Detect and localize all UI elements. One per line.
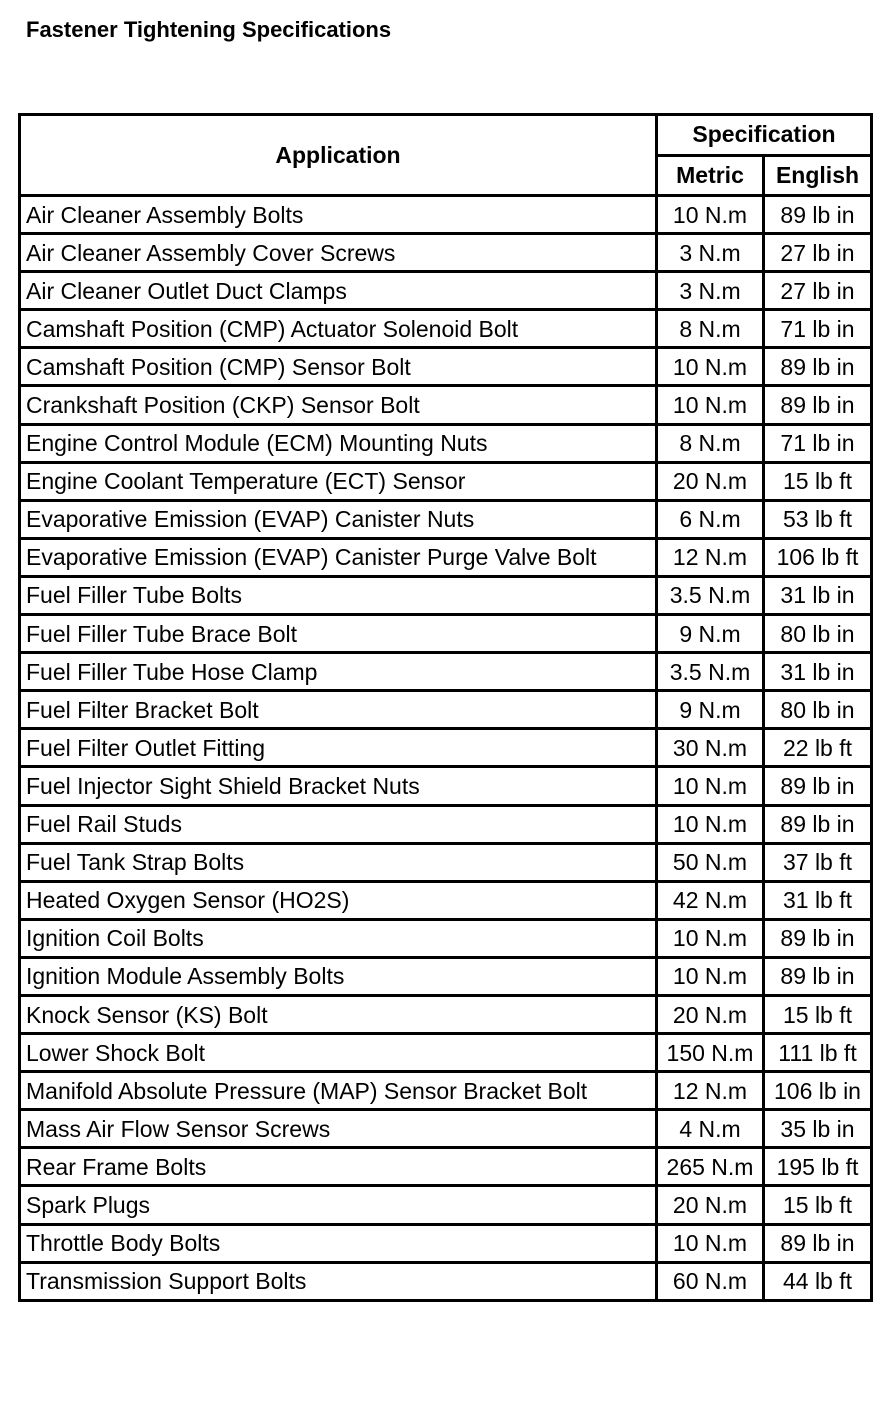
application-cell: Crankshaft Position (CKP) Sensor Bolt [20,386,657,424]
metric-cell: 20 N.m [657,462,764,500]
table-row [20,843,872,881]
english-column-header: English [764,155,872,196]
english-cell: 15 lb ft [764,1186,872,1224]
table-row [20,615,872,653]
metric-cell: 10 N.m [657,919,764,957]
english-cell: 71 lb in [764,424,872,462]
english-cell: 80 lb in [764,691,872,729]
english-cell: 89 lb in [764,1224,872,1262]
metric-cell: 9 N.m [657,615,764,653]
table-header [20,115,872,196]
english-cell: 22 lb ft [764,729,872,767]
application-cell: Air Cleaner Outlet Duct Clamps [20,272,657,310]
metric-cell: 3 N.m [657,272,764,310]
application-cell: Manifold Absolute Pressure (MAP) Sensor Bracket Bolt [20,1072,657,1110]
table-row [20,234,872,272]
table-row [20,995,872,1033]
english-cell: 89 lb in [764,348,872,386]
table-row [20,691,872,729]
metric-cell: 150 N.m [657,1034,764,1072]
table-row [20,348,872,386]
application-cell: Camshaft Position (CMP) Actuator Solenoid Bolt [20,310,657,348]
table-row [20,538,872,576]
application-cell: Rear Frame Bolts [20,1148,657,1186]
english-cell: 89 lb in [764,919,872,957]
metric-cell: 6 N.m [657,500,764,538]
metric-cell: 20 N.m [657,1186,764,1224]
table-row [20,767,872,805]
application-cell: Fuel Filler Tube Bolts [20,576,657,614]
table-row [20,310,872,348]
table-row [20,500,872,538]
application-cell: Evaporative Emission (EVAP) Canister Purge Valve Bolt [20,538,657,576]
table-row [20,1186,872,1224]
fastener-spec-table [18,113,873,1302]
table-row [20,1034,872,1072]
metric-cell: 8 N.m [657,424,764,462]
page-title: Fastener Tightening Specifications [26,17,392,42]
english-cell: 106 lb in [764,1072,872,1110]
application-cell: Engine Coolant Temperature (ECT) Sensor [20,462,657,500]
table-row [20,653,872,691]
table-row [20,386,872,424]
metric-cell: 265 N.m [657,1148,764,1186]
specification-column-header: Specification [657,115,872,156]
application-cell: Throttle Body Bolts [20,1224,657,1262]
metric-cell: 10 N.m [657,1224,764,1262]
english-cell: 80 lb in [764,615,872,653]
metric-cell: 3.5 N.m [657,653,764,691]
metric-cell: 10 N.m [657,767,764,805]
english-cell: 27 lb in [764,272,872,310]
application-cell: Air Cleaner Assembly Bolts [20,196,657,234]
table-row [20,729,872,767]
application-cell: Fuel Filter Outlet Fitting [20,729,657,767]
metric-cell: 10 N.m [657,386,764,424]
table-row [20,462,872,500]
metric-cell: 3.5 N.m [657,576,764,614]
metric-cell: 8 N.m [657,310,764,348]
english-cell: 89 lb in [764,957,872,995]
metric-cell: 20 N.m [657,995,764,1033]
metric-cell: 10 N.m [657,805,764,843]
metric-cell: 3 N.m [657,234,764,272]
application-cell: Fuel Tank Strap Bolts [20,843,657,881]
table-row [20,196,872,234]
table-row [20,1262,872,1300]
english-cell: 89 lb in [764,196,872,234]
application-cell: Spark Plugs [20,1186,657,1224]
metric-cell: 30 N.m [657,729,764,767]
header-row-top [20,115,872,156]
english-cell: 89 lb in [764,767,872,805]
metric-cell: 42 N.m [657,881,764,919]
application-cell: Ignition Module Assembly Bolts [20,957,657,995]
english-cell: 89 lb in [764,805,872,843]
english-cell: 31 lb ft [764,881,872,919]
english-cell: 44 lb ft [764,1262,872,1300]
table-row [20,1072,872,1110]
english-cell: 195 lb ft [764,1148,872,1186]
metric-cell: 10 N.m [657,196,764,234]
metric-cell: 12 N.m [657,1072,764,1110]
english-cell: 27 lb in [764,234,872,272]
table-row [20,957,872,995]
english-cell: 111 lb ft [764,1034,872,1072]
application-cell: Air Cleaner Assembly Cover Screws [20,234,657,272]
application-cell: Transmission Support Bolts [20,1262,657,1300]
metric-cell: 9 N.m [657,691,764,729]
metric-cell: 10 N.m [657,348,764,386]
application-cell: Fuel Filler Tube Hose Clamp [20,653,657,691]
application-cell: Evaporative Emission (EVAP) Canister Nuts [20,500,657,538]
application-cell: Heated Oxygen Sensor (HO2S) [20,881,657,919]
application-cell: Fuel Filter Bracket Bolt [20,691,657,729]
application-cell: Lower Shock Bolt [20,1034,657,1072]
metric-cell: 60 N.m [657,1262,764,1300]
table-row [20,1148,872,1186]
metric-column-header: Metric [657,155,764,196]
english-cell: 37 lb ft [764,843,872,881]
application-cell: Camshaft Position (CMP) Sensor Bolt [20,348,657,386]
application-cell: Engine Control Module (ECM) Mounting Nuts [20,424,657,462]
english-cell: 35 lb in [764,1110,872,1148]
application-cell: Mass Air Flow Sensor Screws [20,1110,657,1148]
table-row [20,805,872,843]
metric-cell: 12 N.m [657,538,764,576]
table-row [20,919,872,957]
table-row [20,272,872,310]
application-cell: Fuel Filler Tube Brace Bolt [20,615,657,653]
application-cell: Knock Sensor (KS) Bolt [20,995,657,1033]
table-row [20,424,872,462]
table-body [20,196,872,1301]
application-cell: Ignition Coil Bolts [20,919,657,957]
metric-cell: 50 N.m [657,843,764,881]
application-cell: Fuel Injector Sight Shield Bracket Nuts [20,767,657,805]
english-cell: 15 lb ft [764,462,872,500]
metric-cell: 4 N.m [657,1110,764,1148]
table-row [20,881,872,919]
english-cell: 53 lb ft [764,500,872,538]
table-row [20,1110,872,1148]
table-row [20,1224,872,1262]
application-column-header: Application [20,115,657,196]
english-cell: 89 lb in [764,386,872,424]
english-cell: 106 lb ft [764,538,872,576]
table-row [20,576,872,614]
metric-cell: 10 N.m [657,957,764,995]
english-cell: 31 lb in [764,653,872,691]
english-cell: 31 lb in [764,576,872,614]
english-cell: 15 lb ft [764,995,872,1033]
application-cell: Fuel Rail Studs [20,805,657,843]
english-cell: 71 lb in [764,310,872,348]
